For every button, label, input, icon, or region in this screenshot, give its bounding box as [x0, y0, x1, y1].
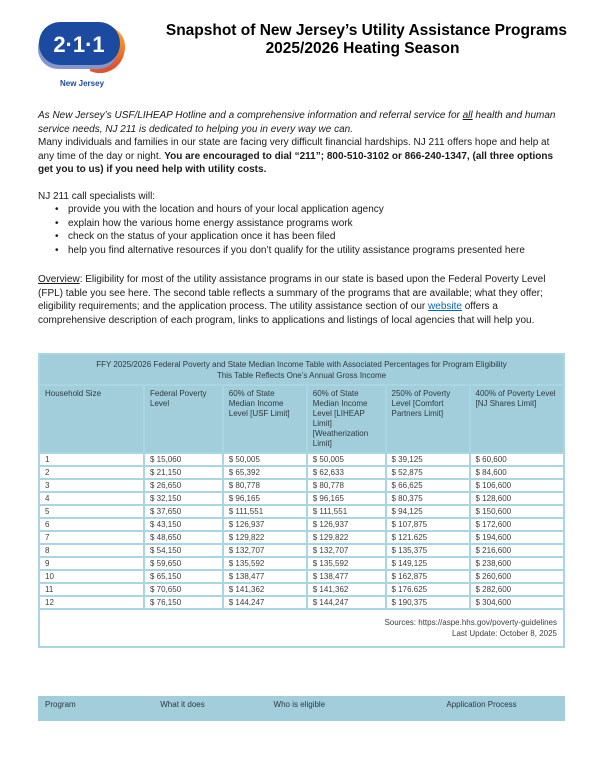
- table-cell: $ 141,362: [223, 583, 307, 596]
- logo-region-label: New Jersey: [59, 79, 105, 88]
- table-cell: $ 59,650: [144, 557, 223, 570]
- table-cell: $ 96,165: [223, 492, 307, 505]
- table-cell: $ 60,600: [470, 453, 565, 466]
- overview-section: [38, 273, 567, 327]
- dial-211-bold-text: You are encouraged to dial “211”; 800-510-3102 or 866-240-1347, (all three options get you to us) if you need help with utility costs.: [38, 150, 554, 175]
- table-cell: 9: [39, 557, 144, 570]
- table-row: [39, 570, 564, 583]
- table-cell: $ 132,707: [307, 544, 386, 557]
- table-cell: $ 66,625: [386, 479, 470, 492]
- table-cell: $ 50,005: [307, 453, 386, 466]
- sources-text: Sources: https://aspe.hhs.gov/poverty-guidelines: [384, 618, 557, 627]
- table-cell: 4: [39, 492, 144, 505]
- nj211-logo: [38, 14, 158, 88]
- table-cell: $ 43,150: [144, 518, 223, 531]
- bullet-item: • help you find alternative resources if you don’t qualify for the utility assistance programs presented here: [55, 244, 567, 258]
- mission-underlined-word: all: [462, 110, 473, 121]
- fpl-column-header: 60% of State Median Income Level [LIHEAP Limit] [Weatherization Limit]: [307, 385, 386, 453]
- table-cell: $ 80,778: [307, 479, 386, 492]
- bullet-item: • check on the status of your application once it has been filed: [55, 230, 567, 244]
- table-row: [39, 557, 564, 570]
- specialists-intro: NJ 211 call specialists will:: [38, 190, 156, 202]
- table-cell: 12: [39, 596, 144, 609]
- logo-brand-text: 2·1·1: [53, 32, 105, 57]
- table-cell: $ 94,125: [386, 505, 470, 518]
- mission-text-tail: health and human service needs, NJ 211 is dedicated to helping you in every way we can.: [38, 110, 556, 135]
- overview-paragraph: [38, 273, 567, 327]
- table-cell: $ 76,150: [144, 596, 223, 609]
- fpl-column-header: 60% of State Median Income Level [USF Limit]: [223, 385, 307, 453]
- table-cell: 3: [39, 479, 144, 492]
- table-cell: 7: [39, 531, 144, 544]
- table-cell: 10: [39, 570, 144, 583]
- table-cell: $ 65,150: [144, 570, 223, 583]
- table-cell: $ 129,822: [223, 531, 307, 544]
- fpl-table-title-line1: FFY 2025/2026 Federal Poverty and State Median Income Table with Associated Percentages for Program Eligibility: [96, 360, 507, 369]
- table-cell: $ 176.625: [386, 583, 470, 596]
- table-cell: $ 21,150: [144, 466, 223, 479]
- table-cell: 8: [39, 544, 144, 557]
- table-cell: $ 111,551: [223, 505, 307, 518]
- table-cell: $ 149,125: [386, 557, 470, 570]
- page-subtitle: 2025/2026 Heating Season: [265, 39, 460, 57]
- table-cell: $ 141,362: [307, 583, 386, 596]
- fpl-table-sources-cell: [39, 609, 564, 647]
- programs-column-header: What it does: [160, 700, 205, 709]
- table-cell: $ 135,592: [223, 557, 307, 570]
- table-cell: $ 62,633: [307, 466, 386, 479]
- fpl-table-title-row: [39, 354, 564, 385]
- table-cell: $ 111,551: [307, 505, 386, 518]
- table-cell: $ 84,600: [470, 466, 565, 479]
- fpl-table-body: [39, 453, 564, 609]
- fpl-column-header: Household Size: [39, 385, 144, 453]
- table-cell: $ 144,247: [223, 596, 307, 609]
- table-cell: $ 162,875: [386, 570, 470, 583]
- table-row: [39, 518, 564, 531]
- table-row: [39, 531, 564, 544]
- table-cell: $ 106,600: [470, 479, 565, 492]
- last-update-text: Last Update: October 8, 2025: [452, 629, 557, 638]
- table-cell: $ 135,592: [307, 557, 386, 570]
- programs-column-header: Program: [45, 700, 76, 709]
- table-cell: $ 138,477: [307, 570, 386, 583]
- table-cell: $ 144,247: [307, 596, 386, 609]
- table-cell: $ 238,600: [470, 557, 565, 570]
- table-cell: $ 260,600: [470, 570, 565, 583]
- table-cell: $ 54,150: [144, 544, 223, 557]
- title-block: [158, 14, 567, 57]
- table-cell: $ 39,125: [386, 453, 470, 466]
- fpl-column-header: 400% of Poverty Level [NJ Shares Limit]: [470, 385, 565, 453]
- table-cell: $ 128,600: [470, 492, 565, 505]
- table-cell: $ 70,650: [144, 583, 223, 596]
- programs-table-header: [38, 696, 565, 721]
- table-row: [39, 505, 564, 518]
- overview-label: Overview: [38, 274, 80, 285]
- table-cell: $ 126,937: [307, 518, 386, 531]
- table-cell: $ 126,937: [223, 518, 307, 531]
- table-cell: $ 138,477: [223, 570, 307, 583]
- table-cell: $ 282,600: [470, 583, 565, 596]
- fpl-table: [38, 353, 565, 648]
- table-cell: $ 129,822: [307, 531, 386, 544]
- table-row: [39, 596, 564, 609]
- specialists-section: [38, 190, 567, 258]
- fpl-column-header: 250% of Poverty Level [Comfort Partners Limit]: [386, 385, 470, 453]
- table-cell: $ 304,600: [470, 596, 565, 609]
- table-row: [39, 492, 564, 505]
- programs-column-header: Who is eligible: [273, 700, 326, 709]
- table-cell: $ 80,778: [223, 479, 307, 492]
- mission-text-lead: As New Jersey’s USF/LIHEAP Hotline and a comprehensive information and referral service for: [38, 110, 463, 121]
- header: [38, 14, 567, 88]
- table-cell: $ 96,165: [307, 492, 386, 505]
- table-cell: $ 107,875: [386, 518, 470, 531]
- table-cell: $ 65,392: [223, 466, 307, 479]
- table-cell: $ 135,375: [386, 544, 470, 557]
- table-cell: $ 48,650: [144, 531, 223, 544]
- table-cell: 1: [39, 453, 144, 466]
- bullet-item: • provide you with the location and hours of your local application agency: [55, 203, 567, 217]
- table-cell: $ 132,707: [223, 544, 307, 557]
- table-cell: 5: [39, 505, 144, 518]
- table-cell: $ 32,150: [144, 492, 223, 505]
- table-cell: $ 37,650: [144, 505, 223, 518]
- page-title: Snapshot of New Jersey’s Utility Assistance Programs: [165, 22, 567, 39]
- table-row: [39, 583, 564, 596]
- table-cell: $ 190,375: [386, 596, 470, 609]
- mission-paragraph: [38, 109, 567, 136]
- programs-column-header: Application Process: [446, 700, 517, 709]
- specialists-list: [38, 203, 567, 257]
- table-row: [39, 453, 564, 466]
- table-cell: 2: [39, 466, 144, 479]
- nj211-logo-bubble-icon: [38, 19, 126, 73]
- intro-section: [38, 109, 567, 177]
- table-row: [39, 466, 564, 479]
- fpl-table-title-line2: This Table Reflects One’s Annual Gross Income: [216, 371, 387, 380]
- fpl-table-footer-row: [39, 609, 564, 647]
- fpl-table-title: [39, 354, 564, 385]
- table-cell: $ 52,875: [386, 466, 470, 479]
- table-cell: $ 216,600: [470, 544, 565, 557]
- table-row: [39, 544, 564, 557]
- hardship-paragraph: [38, 136, 567, 177]
- hardship-text: Many individuals and families in our state are facing very difficult financial hardships. NJ 211 offers hope and help at any time of the day or night.: [38, 137, 550, 162]
- table-cell: $ 150,600: [470, 505, 565, 518]
- bullet-item: • explain how the various home energy assistance programs work: [55, 217, 567, 231]
- table-cell: $ 26,650: [144, 479, 223, 492]
- table-cell: $ 15,060: [144, 453, 223, 466]
- fpl-column-header: Federal Poverty Level: [144, 385, 223, 453]
- overview-text-after-link: offers a comprehensive description of each program, links to applications and listings of local agencies that will help you.: [38, 301, 535, 326]
- website-link[interactable]: website: [428, 301, 462, 312]
- table-cell: 6: [39, 518, 144, 531]
- table-cell: $ 194,600: [470, 531, 565, 544]
- table-cell: $ 80,375: [386, 492, 470, 505]
- table-cell: 11: [39, 583, 144, 596]
- table-cell: $ 50,005: [223, 453, 307, 466]
- table-cell: $ 121.625: [386, 531, 470, 544]
- table-row: [39, 479, 564, 492]
- table-cell: $ 172,600: [470, 518, 565, 531]
- overview-text-before-link: : Eligibility for most of the utility assistance programs in our state is based upon the Federal Poverty Level (FPL) table you see here. The second table reflects a summary of the programs that are available; what they offer; eligibility requirements; and the application process. The utility assistance section of our: [38, 274, 546, 312]
- fpl-table-header-row: [39, 385, 564, 453]
